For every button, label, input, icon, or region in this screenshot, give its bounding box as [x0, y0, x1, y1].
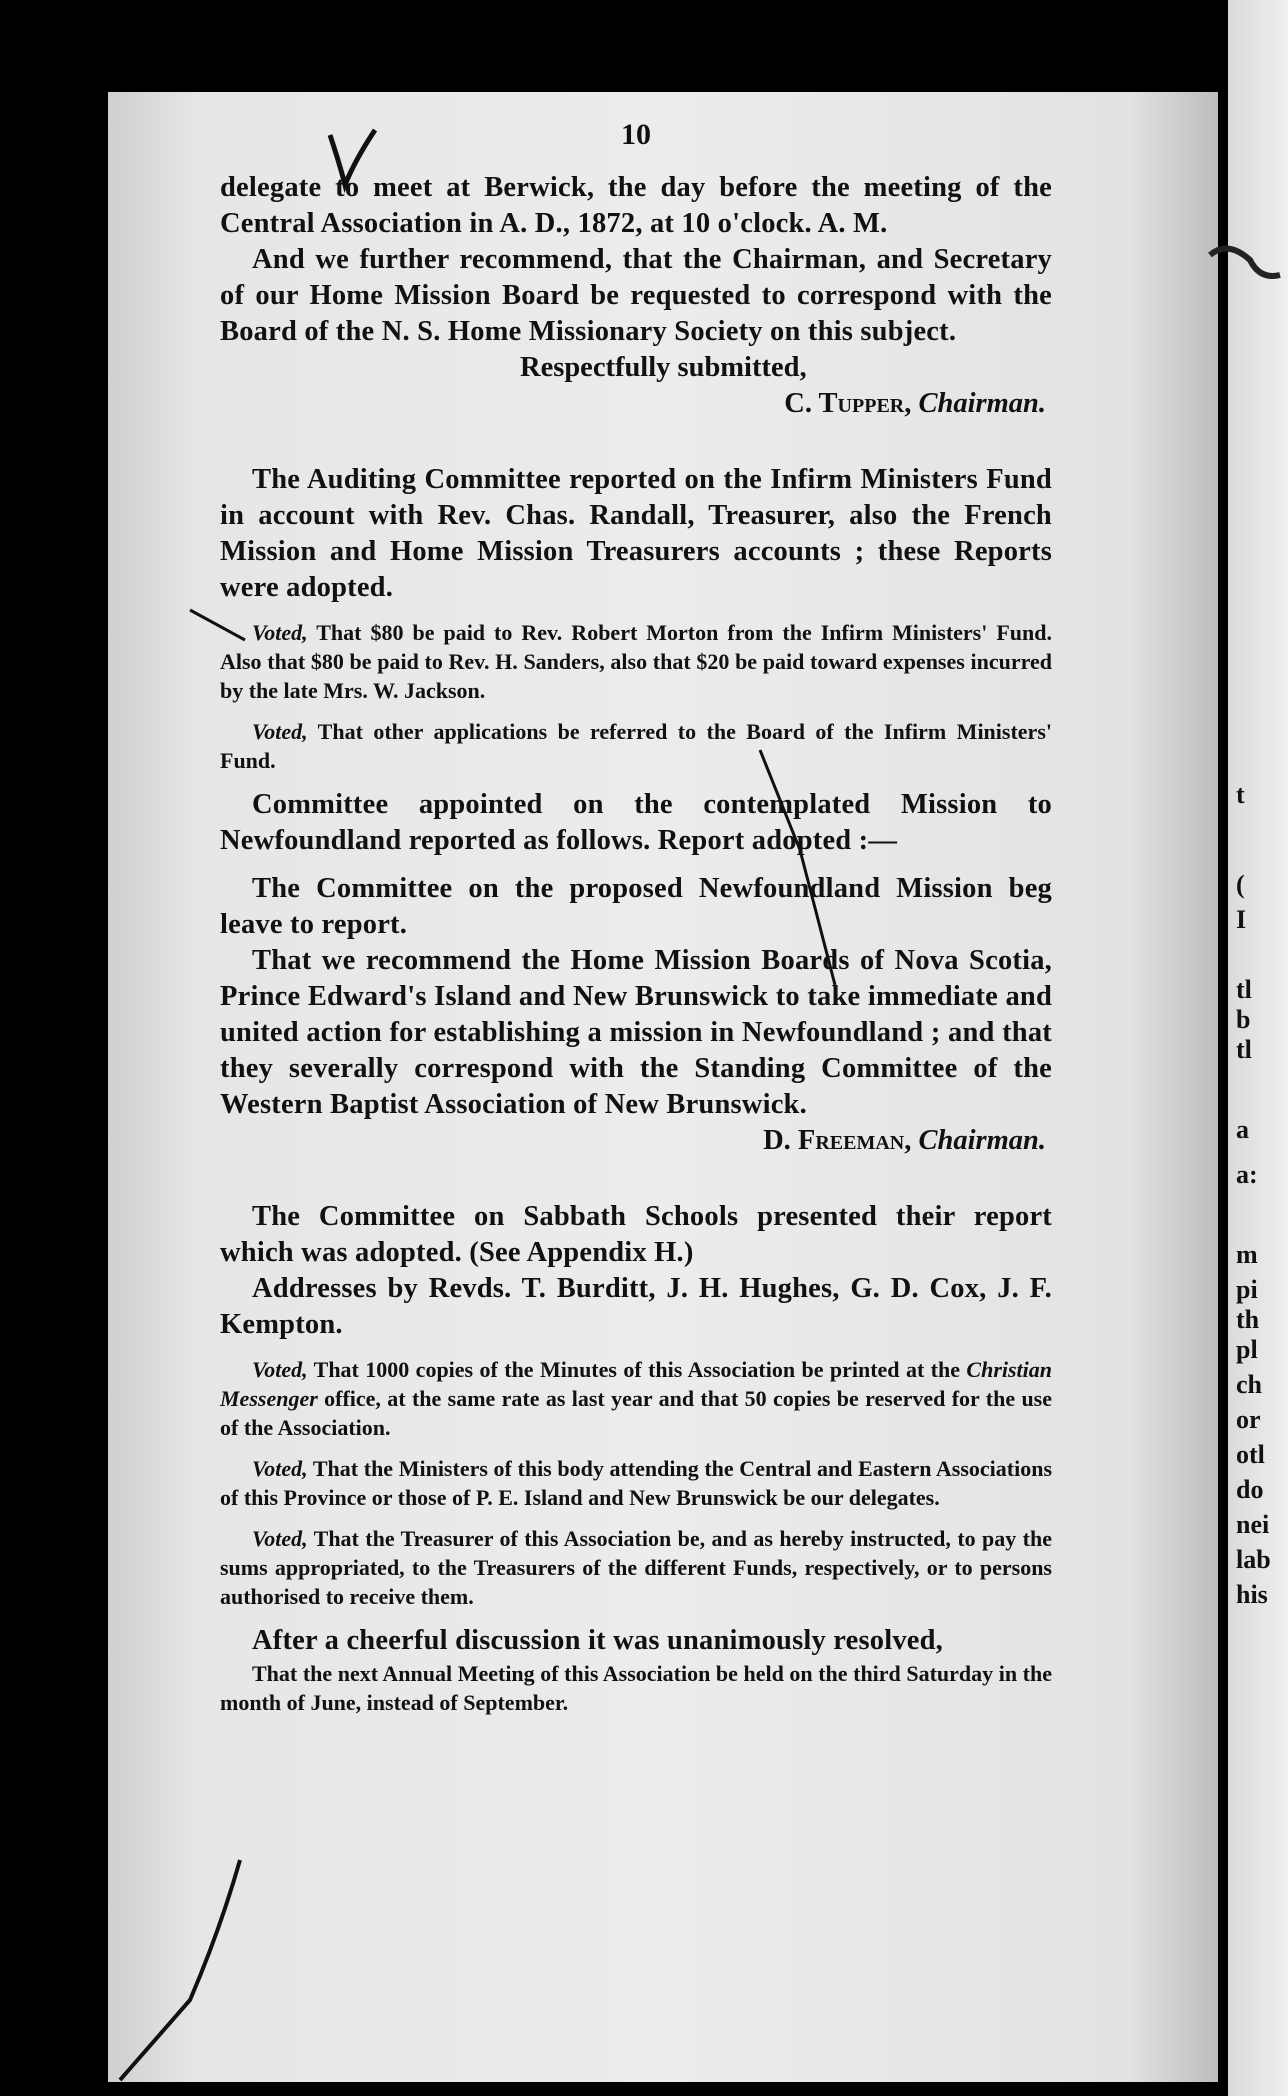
paragraph-auditing: The Auditing Committee reported on the Infirm Ministers Fund in account with Rev. Chas. Randall, Treasurer, also the French Mission and Home Mission Treasurers accounts ; these Reports were adopted.	[220, 464, 1052, 603]
adjacent-page-fragment: or	[1236, 1405, 1261, 1434]
adjacent-page-fragment: tl	[1236, 975, 1252, 1004]
signature-name: C. Tupper,	[784, 388, 912, 419]
paragraph-sabbath-schools: The Committee on Sabbath Schools presented their report which was adopted. (See Appendix H.)	[220, 1201, 1052, 1268]
adjacent-page-fragment: (	[1236, 870, 1245, 899]
adjacent-page-fragment: th	[1236, 1305, 1260, 1334]
paragraph-newfoundland-committee: Committee appointed on the contemplated Mission to Newfoundland reported as follows. Report adopted :—	[220, 789, 1052, 856]
paragraph-next-meeting: That the next Annual Meeting of this Association be held on the third Saturday in the month of June, instead of September.	[220, 1661, 1052, 1715]
voted-label: Voted,	[252, 1456, 308, 1481]
adjacent-page-fragment: pi	[1236, 1275, 1258, 1304]
adjacent-page-fragment: otl	[1236, 1440, 1265, 1469]
voted-text-b: office, at the same rate as last year and that 50 copies be reserved for the use of the Association.	[220, 1386, 1053, 1440]
paragraph-mission-boards: That we recommend the Home Mission Boards of Nova Scotia, Prince Edward's Island and New Brunswick to take immediate and united action for establishing a mission in Newfoundland ; and that they severally correspond with the Standing Committee of the Western Baptist Association of New Brunswick.	[220, 945, 1052, 1120]
paragraph-beg-leave: The Committee on the proposed Newfoundland Mission beg leave to report.	[220, 873, 1052, 940]
adjacent-page-fragment: pl	[1236, 1335, 1258, 1364]
voted-morton	[220, 618, 1052, 705]
adjacent-page-edge	[1228, 0, 1288, 2096]
adjacent-page-fragment: lab	[1236, 1545, 1271, 1574]
voted-label: Voted,	[252, 1526, 308, 1551]
signature-name: D. Freeman,	[763, 1125, 912, 1156]
voted-text: That the Treasurer of this Association be, and as hereby instructed, to pay the sums appropriated, to the Treasurers of the different Funds, respectively, or to persons authorised to receive them.	[220, 1526, 1053, 1609]
paragraph-resolved: After a cheerful discussion it was unanimously resolved,	[252, 1625, 944, 1656]
voted-text: That other applications be referred to the Board of the Infirm Ministers' Fund.	[220, 719, 1052, 773]
signature-title: Chairman.	[918, 388, 1046, 419]
signoff-respectfully: Respectfully submitted,	[520, 352, 807, 383]
signature-title: Chairman.	[918, 1125, 1046, 1156]
voted-label: Voted,	[252, 719, 308, 744]
voted-text-a: That 1000 copies of the Minutes of this Association be printed at the	[313, 1357, 960, 1382]
page-number: 10	[621, 118, 651, 151]
voted-delegates	[220, 1454, 1052, 1512]
voted-text: That $80 be paid to Rev. Robert Morton from the Infirm Ministers' Fund. Also that $80 be paid to Rev. H. Sanders, also that $20 be paid toward expenses incurred by the late Mrs. W. Jackson.	[220, 620, 1052, 703]
adjacent-page-fragment: m	[1236, 1240, 1258, 1269]
page-content	[220, 118, 1052, 1717]
voted-label: Voted,	[252, 620, 308, 645]
voted-other-applications	[220, 717, 1052, 775]
adjacent-page-fragment: his	[1236, 1580, 1268, 1609]
voted-treasurer	[220, 1524, 1052, 1611]
adjacent-page-fragment: tl	[1236, 1035, 1252, 1064]
signature-freeman	[220, 1123, 1052, 1159]
paragraph-recommend: And we further recommend, that the Chairman, and Secretary of our Home Mission Board be requested to correspond with the Board of the N. S. Home Missionary Society on this subject.	[220, 244, 1052, 347]
paragraph-delegate: delegate to meet at Berwick, the day before the meeting of the Central Association in A. D., 1872, at 10 o'clock. A. M.	[220, 172, 1052, 239]
adjacent-page-fragment: b	[1236, 1005, 1251, 1034]
voted-text-italic: Christian Messenger	[220, 1357, 1053, 1411]
voted-label: Voted,	[252, 1357, 308, 1382]
paragraph-addresses: Addresses by Revds. T. Burditt, J. H. Hughes, G. D. Cox, J. F. Kempton.	[220, 1273, 1052, 1340]
document-page	[108, 92, 1218, 2082]
voted-minutes-copies	[220, 1355, 1052, 1442]
voted-text: That the Ministers of this body attending the Central and Eastern Associations of this Province or those of P. E. Island and New Brunswick be our delegates.	[220, 1456, 1053, 1510]
adjacent-page-fragment: I	[1236, 905, 1247, 934]
adjacent-page-fragment: a	[1236, 1115, 1249, 1144]
adjacent-page-fragment: a:	[1236, 1160, 1258, 1189]
adjacent-page-fragment: t	[1236, 780, 1245, 809]
adjacent-page-fragment: nei	[1236, 1510, 1270, 1539]
adjacent-page-fragment: ch	[1236, 1370, 1262, 1399]
adjacent-page-fragment: do	[1236, 1475, 1264, 1504]
signature-tupper	[220, 386, 1052, 422]
